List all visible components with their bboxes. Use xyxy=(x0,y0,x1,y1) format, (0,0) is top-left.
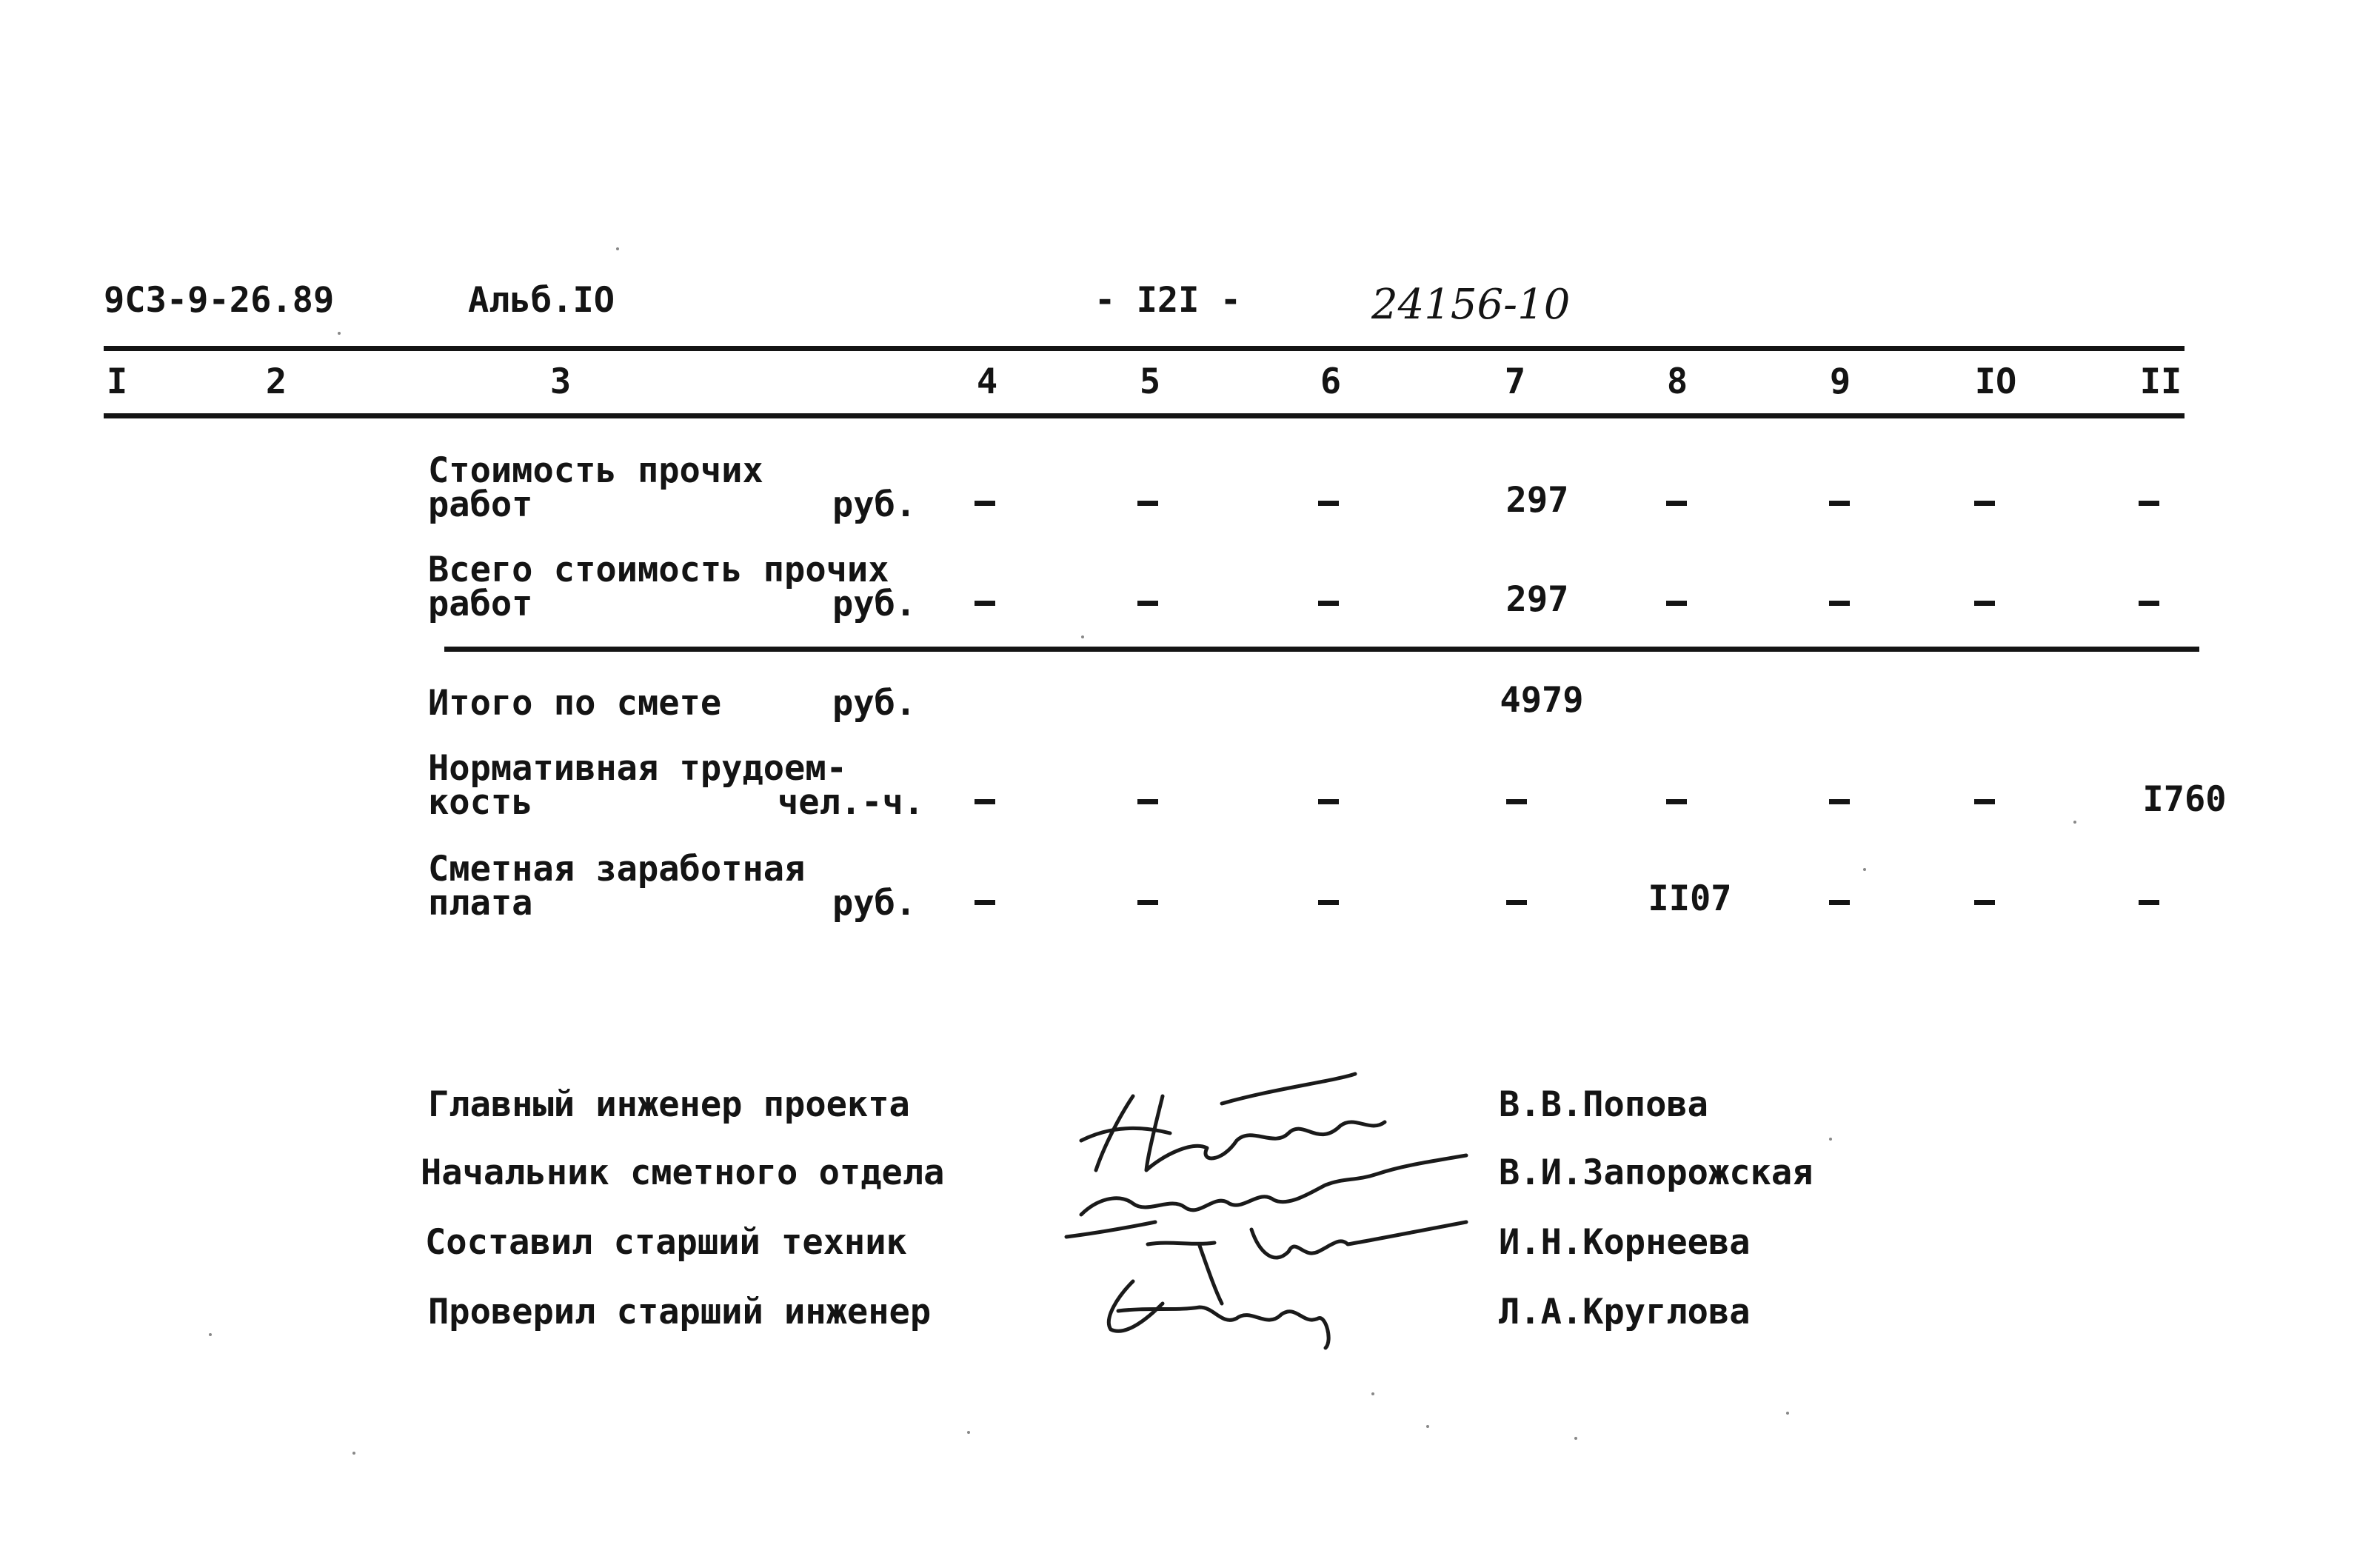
summary-name-line1: Сметная заработная xyxy=(428,849,806,890)
signature-name: В.В.Попова xyxy=(1499,1084,1708,1125)
scan-speck xyxy=(1786,1412,1789,1415)
scan-speck xyxy=(1574,1437,1577,1440)
value-dash xyxy=(975,601,995,606)
summary-total-value: 4979 xyxy=(1500,680,1584,721)
scan-speck xyxy=(1081,635,1084,638)
value-dash xyxy=(1829,799,1850,804)
summary-name-line2: плата xyxy=(428,883,533,924)
summary-labor-value: I760 xyxy=(2142,779,2227,820)
value-dash xyxy=(1974,501,1995,506)
scan-speck xyxy=(352,1452,355,1455)
value-dash xyxy=(2139,900,2159,905)
signature-position: Главный инженер проекта xyxy=(428,1084,910,1125)
value-dash xyxy=(1974,900,1995,905)
value-dash xyxy=(1137,799,1158,804)
scan-speck xyxy=(616,247,619,250)
column-header: 7 xyxy=(1504,361,1526,402)
column-header: 2 xyxy=(265,361,287,402)
value-dash xyxy=(1318,501,1339,506)
signature-name: И.Н.Корнеева xyxy=(1499,1222,1751,1263)
album-label: Альб.IO xyxy=(468,280,615,321)
scan-speck xyxy=(1829,1138,1832,1141)
row-value: 297 xyxy=(1505,480,1569,521)
value-dash xyxy=(1137,601,1158,606)
row-value: 297 xyxy=(1505,579,1569,620)
summary-name-line1: Нормативная трудоем- xyxy=(428,748,847,789)
table-top-rule xyxy=(104,346,2185,351)
column-header: 9 xyxy=(1829,361,1851,402)
row-name-line2: работ xyxy=(428,584,533,624)
page-number: - I2I - xyxy=(1094,280,1242,321)
value-dash xyxy=(1666,799,1687,804)
scan-speck xyxy=(209,1333,212,1336)
column-header: 4 xyxy=(976,361,998,402)
value-dash xyxy=(1666,601,1687,606)
column-header: 5 xyxy=(1139,361,1161,402)
signature-position: Проверил старший инженер xyxy=(428,1292,932,1332)
column-header: I xyxy=(106,361,128,402)
signature-position: Составил старший техник xyxy=(425,1222,907,1263)
scan-speck xyxy=(2073,821,2076,824)
value-dash xyxy=(1318,900,1339,905)
scan-speck xyxy=(338,332,341,335)
value-dash xyxy=(1137,900,1158,905)
value-dash xyxy=(2139,501,2159,506)
value-dash xyxy=(1829,501,1850,506)
value-dash xyxy=(1506,900,1527,905)
value-dash xyxy=(1829,900,1850,905)
value-dash xyxy=(975,900,995,905)
handwritten-number: 24156-10 xyxy=(1371,281,1571,329)
scan-speck xyxy=(967,1431,970,1434)
value-dash xyxy=(2139,601,2159,606)
value-dash xyxy=(1666,501,1687,506)
scan-speck xyxy=(1863,868,1866,871)
column-header: II xyxy=(2139,361,2182,402)
row-name-line1: Стоимость прочих xyxy=(428,450,763,491)
signature-name: Л.А.Круглова xyxy=(1499,1292,1751,1332)
subtotal-rule xyxy=(444,647,2199,652)
summary-name-line2: кость xyxy=(428,782,533,823)
row-name-line1: Всего стоимость прочих xyxy=(428,550,889,590)
value-dash xyxy=(1318,799,1339,804)
value-dash xyxy=(975,501,995,506)
scan-speck xyxy=(1426,1425,1429,1428)
value-dash xyxy=(1318,601,1339,606)
summary-unit: руб. xyxy=(832,683,917,724)
summary-wage-value: II07 xyxy=(1648,878,1732,919)
document-code: 9С3-9-26.89 xyxy=(104,280,335,321)
value-dash xyxy=(975,799,995,804)
row-unit: руб. xyxy=(832,484,917,525)
row-name-line2: работ xyxy=(428,484,533,525)
value-dash xyxy=(1829,601,1850,606)
scan-speck xyxy=(1371,1392,1374,1395)
handwritten-signatures xyxy=(1052,1052,1511,1378)
signature-name: В.И.Запорожская xyxy=(1499,1152,1814,1193)
column-header: 8 xyxy=(1666,361,1688,402)
summary-unit: чел.-ч. xyxy=(778,782,925,823)
signature-position: Начальник сметного отдела xyxy=(421,1152,945,1193)
column-header: 6 xyxy=(1320,361,1342,402)
summary-unit: руб. xyxy=(832,883,917,924)
summary-name: Итого по смете xyxy=(428,683,722,724)
value-dash xyxy=(1974,601,1995,606)
column-header: 3 xyxy=(549,361,572,402)
column-header: IO xyxy=(1974,361,2017,402)
header-bottom-rule xyxy=(104,413,2185,418)
row-unit: руб. xyxy=(832,584,917,624)
value-dash xyxy=(1506,799,1527,804)
value-dash xyxy=(1974,799,1995,804)
value-dash xyxy=(1137,501,1158,506)
